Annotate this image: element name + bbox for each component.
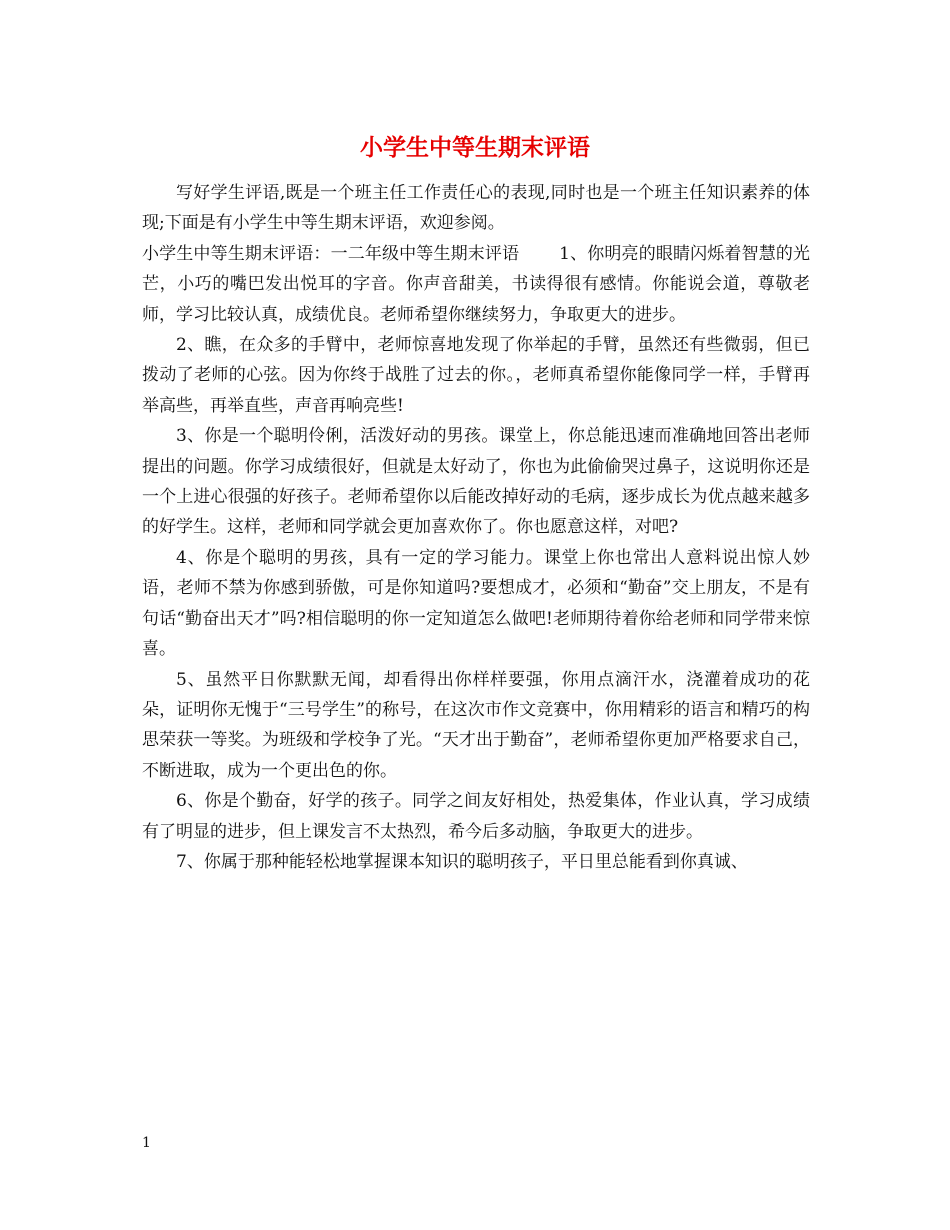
section-paragraph	[142, 239, 810, 330]
comment-item-7: 7、你属于那种能轻松地掌握课本知识的聪明孩子，平日里总能看到你真诚、	[176, 851, 748, 872]
comment-item-6: 6、你是个勤奋，好学的孩子。同学之间友好相处，热爱集体，作业认真，学习成绩有了明显的进步，但上课发言不太热烈，希今后多动脑，争取更大的进步。	[142, 791, 810, 842]
document-body	[142, 178, 810, 877]
comment-item-1: 1、你明亮的眼睛闪烁着智慧的光芒，小巧的嘴巴发出悦耳的字音。你声音甜美，书读得很有感情。你能说会道，尊敬老师，学习比较认真，成绩优良。老师希望你继续努力，争取更大的进步。	[142, 243, 810, 325]
comment-item-3: 3、你是一个聪明伶俐，活泼好动的男孩。课堂上，你总能迅速而准确地回答出老师提出的问题。你学习成绩很好，但就是太好动了，你也为此偷偷哭过鼻子，这说明你还是一个上进心很强的好孩子。老师希望你以后能改掉好动的毛病，逐步成长为优点越来越多的好学生。这样，老师和同学就会更加喜欢你了。你也愿意这样，对吧?	[142, 426, 810, 538]
intro-paragraph: 写好学生评语,既是一个班主任工作责任心的表现,同时也是一个班主任知识素养的体现;下面是有小学生中等生期末评语，欢迎参阅。	[142, 183, 810, 234]
comment-item-4: 4、你是个聪明的男孩，具有一定的学习能力。课堂上你也常出人意料说出惊人妙语，老师不禁为你感到骄傲，可是你知道吗?要想成才，必须和“勤奋”交上朋友，不是有句话“勤奋出天才”吗?相信聪明的你一定知道怎么做吧!老师期待着你给老师和同学带来惊喜。	[142, 547, 810, 660]
comment-item-2: 2、瞧，在众多的手臂中，老师惊喜地发现了你举起的手臂，虽然还有些微弱，但已拨动了老师的心弦。因为你终于战胜了过去的你。，老师真希望你能像同学一样，手臂再举高些，再举直些，声音再响亮些!	[142, 335, 810, 416]
section-heading: 小学生中等生期末评语：一二年级中等生期末评语	[142, 243, 520, 264]
page-title: 小学生中等生期末评语	[360, 134, 590, 161]
page-number: 1	[142, 1135, 151, 1151]
comment-item-5: 5、虽然平日你默默无闻，却看得出你样样要强，你用点滴汗水，浇灌着成功的花朵，证明你无愧于“三号学生”的称号，在这次市作文竞赛中，你用精彩的语言和精巧的构思荣获一等奖。为班级和学校争了光。“天才出于勤奋”，老师希望你更加严格要求自己，不断进取，成为一个更出色的你。	[142, 669, 810, 781]
